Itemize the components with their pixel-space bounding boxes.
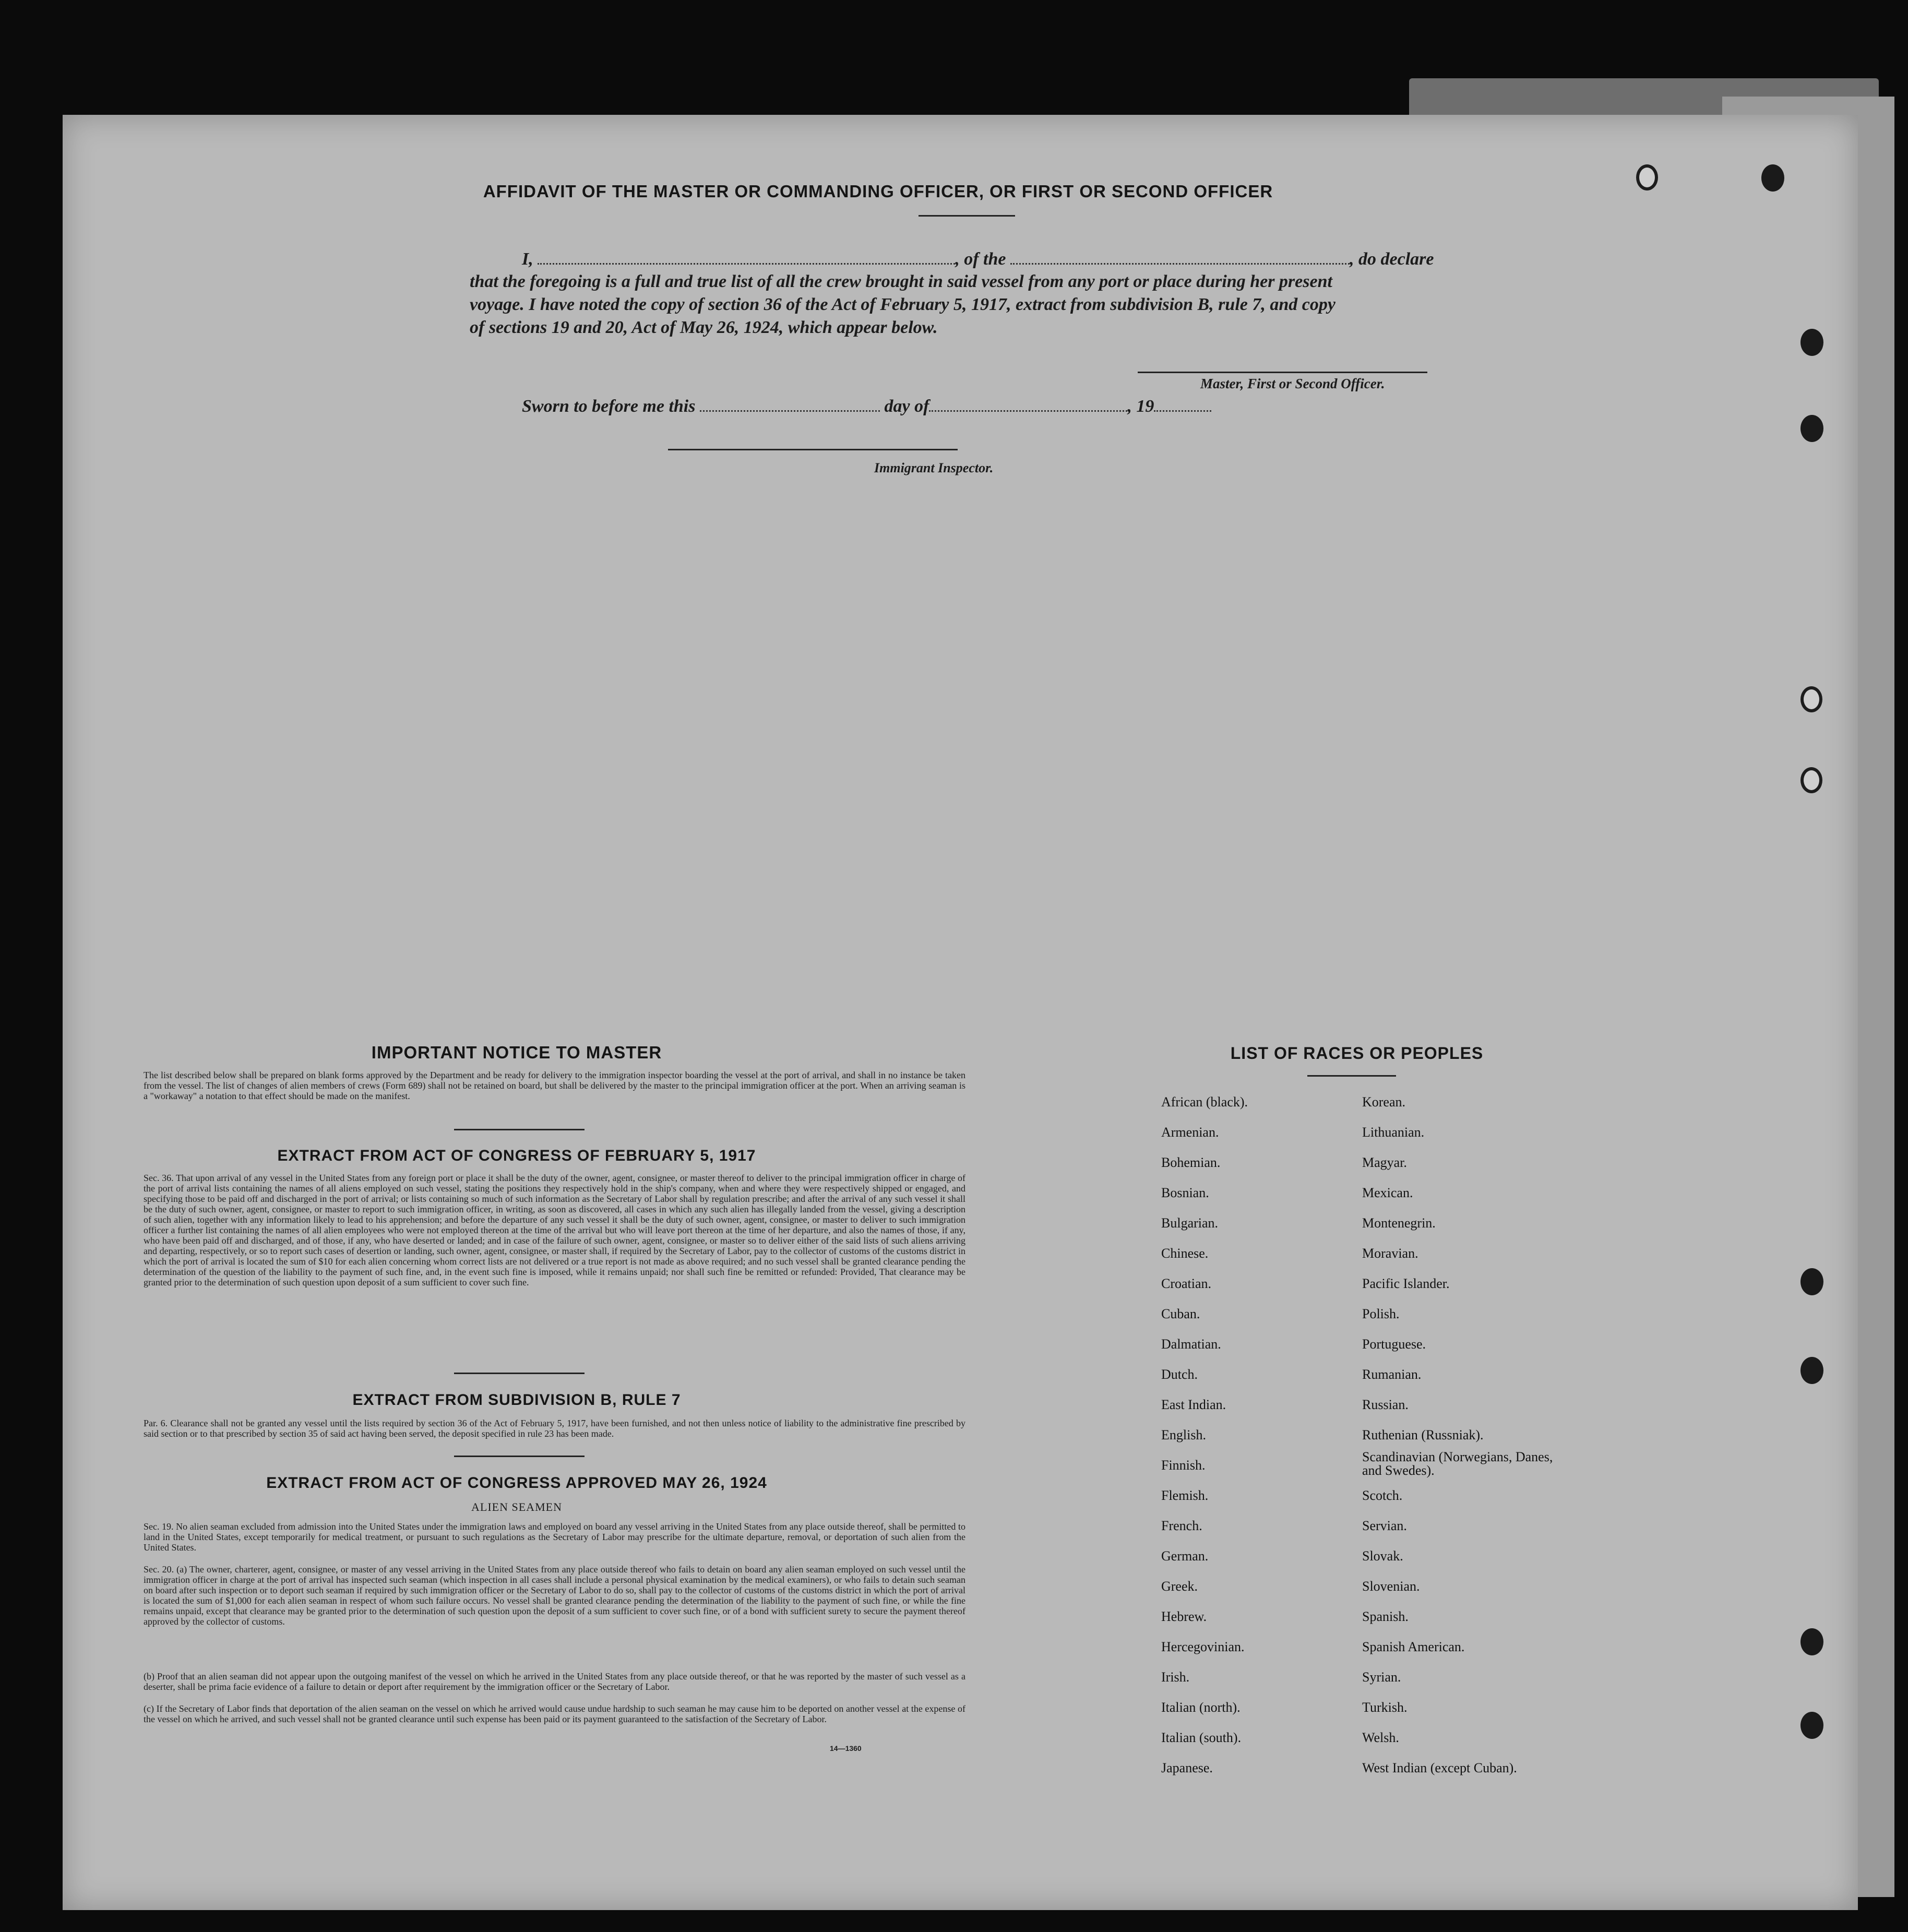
race-item: Polish. bbox=[1362, 1306, 1400, 1321]
year-blank bbox=[1154, 410, 1211, 412]
races-title: LIST OF RACES OR PEOPLES bbox=[1230, 1044, 1484, 1063]
race-item: Dutch. bbox=[1161, 1367, 1198, 1382]
race-item: African (black). bbox=[1161, 1094, 1248, 1110]
notice-title: IMPORTANT NOTICE TO MASTER bbox=[371, 1043, 662, 1062]
race-item: Dalmatian. bbox=[1161, 1337, 1221, 1352]
race-item: Scandinavian (Norwegians, Danes, and Swedes). bbox=[1362, 1449, 1553, 1478]
race-item: Croatian. bbox=[1161, 1276, 1212, 1291]
race-item: Greek. bbox=[1161, 1579, 1198, 1594]
affidavit-title: AFFIDAVIT OF THE MASTER OR COMMANDING OFFICER, OR FIRST OR SECOND OFFICER bbox=[483, 182, 1273, 201]
sec20a-text: Sec. 20. (a) The owner, charterer, agent, consignee, or master of any vessel arriving in the United States from any place outside thereof who fails to detain on board any alien seaman employed on such vessel until the immigration officer in charge at the port of arrival has inspected such seaman (which inspection in all cases shall include a personal physical examination by the medical examiners), or who fails to detain such seaman on board after such inspection or to deport such seaman if required by such immigration officer or the Secretary of Labor to do so, shall pay to the collector of customs of the customs district in which the port of arrival is located the sum of $1,000 for each alien seaman in respect of whom such failure occurs. No vessel shall be granted clearance pending the determination of the liability to the payment of such fine, or while the fine remains unpaid, except that clearance may be granted prior to the determination of such question upon the deposit of a sum sufficient to cover such fine, or of a bond with sufficient surety to secure the payment thereof approved by the collector of customs. bbox=[144, 1564, 965, 1627]
master-signature-label: Master, First or Second Officer. bbox=[1200, 376, 1385, 391]
race-item: Hebrew. bbox=[1161, 1609, 1207, 1624]
day-of-label: day of bbox=[884, 397, 929, 416]
extract-1917-body: Sec. 36. That upon arrival of any vessel in the United States from any foreign port or place it shall be the duty of the owner, agent, consignee, or master thereof to deliver to the principal immigration officer in charge of the port of arrival lists containing the names of all aliens employed on such vessel, stating the positions they respectively hold in the ship's company, when and where they were respectively shipped or engaged, and specifying those to be paid off and discharged in the port of arrival; or lists containing so much of such information as the Secretary of Labor shall by regulation prescribe; and after the arrival of any such vessel it shall be the duty of such owner, agent, consignee, or master to report to such immigration officer, in writing, as soon as discovered, all cases in which any such alien has illegally landed from the vessel, giving a description of such alien, together with any information likely to lead to his apprehension; and before the departure of any such vessel it shall be the duty of such owner, agent, consignee, or master to deliver to such immigration officer a further list containing the names of all alien employees who were not employed thereon at the time of the arrival but who will leave port thereon at the time of her departure, and also the names of those, if any, who have been paid off and discharged, and of those, if any, who have deserted or landed; and in case of the failure of such owner, agent, consignee, or master so to deliver either of the said lists of such aliens arriving and departing, respectively, or so to report such cases of desertion or landing, such owner, agent, consignee, or master shall, if required by the Secretary of Labor, pay to the collector of customs of the customs district in which the port of arrival is located the sum of $10 for each alien concerning whom correct lists are not delivered or a true report is not made as above required; and no such vessel shall be granted clearance pending the determination of the question of the liability to the payment of such fine, and, in the event such fine is imposed, while it remains unpaid; nor shall such fine be remitted or refunded: Provided, That clearance may be granted prior to the determination of such question upon deposit of a sum sufficient to cover such fine. bbox=[144, 1173, 965, 1287]
section-divider bbox=[454, 1456, 585, 1457]
form-number: 14—1360 bbox=[830, 1744, 862, 1752]
race-item: Slovak. bbox=[1362, 1548, 1403, 1564]
title-divider bbox=[919, 215, 1015, 217]
race-item: Japanese. bbox=[1161, 1760, 1213, 1775]
affidavit-line-3: voyage. I have noted the copy of section 36 of the Act of February 5, 1917, extract from subdivision B, rule 7, and copy bbox=[470, 295, 1335, 314]
race-item: Turkish. bbox=[1362, 1700, 1408, 1715]
affidavit-of-the: , of the bbox=[955, 249, 1006, 269]
sworn-line bbox=[522, 397, 1211, 416]
races-divider bbox=[1307, 1075, 1396, 1077]
binder-hole bbox=[1800, 329, 1823, 356]
section-divider bbox=[454, 1129, 585, 1130]
race-item: Magyar. bbox=[1362, 1155, 1407, 1170]
binder-hole bbox=[1800, 1712, 1823, 1739]
race-item: Ruthenian (Russniak). bbox=[1362, 1427, 1484, 1442]
notice-body: The list described below shall be prepared on blank forms approved by the Department and be ready for delivery to the immigration inspector boarding the vessel at the port of arrival, and shall in no instance be taken from the vessel. The list of changes of alien members of crews (Form 689) shall not be retained on board, but shall be delivered by the master to the principal immigration officer at the port. When an arriving seaman is a "workaway" a notation to that effect should be made on the manifest. bbox=[144, 1070, 965, 1101]
race-item: German. bbox=[1161, 1548, 1209, 1564]
race-item: Scotch. bbox=[1362, 1488, 1403, 1503]
binder-hole bbox=[1800, 686, 1822, 712]
affidavit-i: I, bbox=[522, 249, 533, 269]
sec20b-text: (b) Proof that an alien seaman did not appear upon the outgoing manifest of the vessel on which he arrived in the United States from any place outside thereof, or that he was reported by the master of such vessel as a deserter, shall be prima facie evidence of a failure to detain or deport after requirement by the immigration officer or the Secretary of Labor. bbox=[144, 1671, 965, 1692]
affidavit-line-2: that the foregoing is a full and true list of all the crew brought in said vessel from any port or place during her present bbox=[470, 272, 1332, 291]
rule7-title: EXTRACT FROM SUBDIVISION B, RULE 7 bbox=[352, 1391, 681, 1409]
race-item: Mexican. bbox=[1362, 1185, 1413, 1200]
race-item: English. bbox=[1161, 1427, 1206, 1442]
race-item: Chinese. bbox=[1161, 1246, 1209, 1261]
binder-hole bbox=[1761, 164, 1784, 192]
race-item: Irish. bbox=[1161, 1669, 1190, 1685]
document-page bbox=[63, 115, 1858, 1910]
binder-hole bbox=[1800, 1628, 1823, 1655]
race-item: Italian (north). bbox=[1161, 1700, 1241, 1715]
sworn-day-blank bbox=[700, 410, 880, 412]
vessel-blank bbox=[1010, 263, 1350, 265]
race-item: Spanish. bbox=[1362, 1609, 1409, 1624]
race-item: Flemish. bbox=[1161, 1488, 1209, 1503]
race-item: Finnish. bbox=[1161, 1458, 1206, 1473]
extract-1924-title: EXTRACT FROM ACT OF CONGRESS APPROVED MAY 26, 1924 bbox=[266, 1474, 767, 1492]
race-item: Hercegovinian. bbox=[1161, 1639, 1245, 1654]
affidavit-do-declare: , do declare bbox=[1350, 249, 1434, 269]
race-item: Armenian. bbox=[1161, 1125, 1219, 1140]
inspector-signature-line bbox=[668, 449, 958, 450]
race-item: Bulgarian. bbox=[1161, 1215, 1219, 1231]
race-item: Servian. bbox=[1362, 1518, 1407, 1533]
sec20c-text: (c) If the Secretary of Labor finds that deportation of the alien seaman on the vessel on which he arrived would cause undue hardship to such seaman he may cause him to be deported on another vessel at the expense of the vessel on which he arrived, and such vessel shall not be granted clearance until such expense has been paid or its payment guaranteed to the satisfaction of the Secretary of Labor. bbox=[144, 1703, 965, 1724]
name-blank bbox=[538, 263, 955, 265]
month-blank bbox=[929, 410, 1127, 412]
race-item: French. bbox=[1161, 1518, 1202, 1533]
inspector-label: Immigrant Inspector. bbox=[874, 460, 994, 475]
section-divider bbox=[454, 1373, 585, 1374]
master-signature-line bbox=[1138, 372, 1427, 373]
race-item: Bosnian. bbox=[1161, 1185, 1209, 1200]
affidavit-line-1 bbox=[522, 249, 1434, 269]
race-item: Bohemian. bbox=[1161, 1155, 1221, 1170]
race-item: Welsh. bbox=[1362, 1730, 1399, 1745]
race-item: Korean. bbox=[1362, 1094, 1406, 1110]
affidavit-line-4: of sections 19 and 20, Act of May 26, 1924, which appear below. bbox=[470, 318, 938, 337]
race-item: Syrian. bbox=[1362, 1669, 1401, 1685]
binder-hole bbox=[1800, 1357, 1823, 1384]
race-item: Pacific Islander. bbox=[1362, 1276, 1450, 1291]
race-item: Portuguese. bbox=[1362, 1337, 1426, 1352]
extract-1924-subtitle: ALIEN SEAMEN bbox=[471, 1500, 562, 1513]
race-item: Slovenian. bbox=[1362, 1579, 1420, 1594]
race-item: Cuban. bbox=[1161, 1306, 1200, 1321]
race-item: East Indian. bbox=[1161, 1397, 1226, 1412]
binder-hole bbox=[1800, 415, 1823, 442]
race-item: Moravian. bbox=[1362, 1246, 1418, 1261]
year-label: , 19 bbox=[1127, 397, 1154, 416]
sec19-text: Sec. 19. No alien seaman excluded from admission into the United States under the immigration laws and employed on board any vessel arriving in the United States from any place outside thereof, shall be permitted to land in the United States, except temporarily for medical treatment, or pursuant to such regulations as the Secretary of Labor may prescribe for the ultimate departure, removal, or deportation of such alien from the United States. bbox=[144, 1521, 965, 1553]
race-item: West Indian (except Cuban). bbox=[1362, 1760, 1517, 1775]
extract-1917-title: EXTRACT FROM ACT OF CONGRESS OF FEBRUARY 5, 1917 bbox=[277, 1147, 756, 1164]
binder-hole bbox=[1800, 1268, 1823, 1295]
binder-hole bbox=[1800, 767, 1822, 793]
race-item: Italian (south). bbox=[1161, 1730, 1242, 1745]
race-item: Lithuanian. bbox=[1362, 1125, 1425, 1140]
race-item: Spanish American. bbox=[1362, 1639, 1465, 1654]
race-item: Montenegrin. bbox=[1362, 1215, 1436, 1231]
race-item: Rumanian. bbox=[1362, 1367, 1422, 1382]
rule7-body: Par. 6. Clearance shall not be granted any vessel until the lists required by section 36 of the Act of February 5, 1917, have been furnished, and not then unless notice of liability to the administrative fine prescribed by said section or to that prescribed by section 35 of said act having been served, the deposit specified in rule 23 has been made. bbox=[144, 1418, 965, 1439]
sworn-label: Sworn to before me this bbox=[522, 397, 696, 416]
race-item: Russian. bbox=[1362, 1397, 1409, 1412]
